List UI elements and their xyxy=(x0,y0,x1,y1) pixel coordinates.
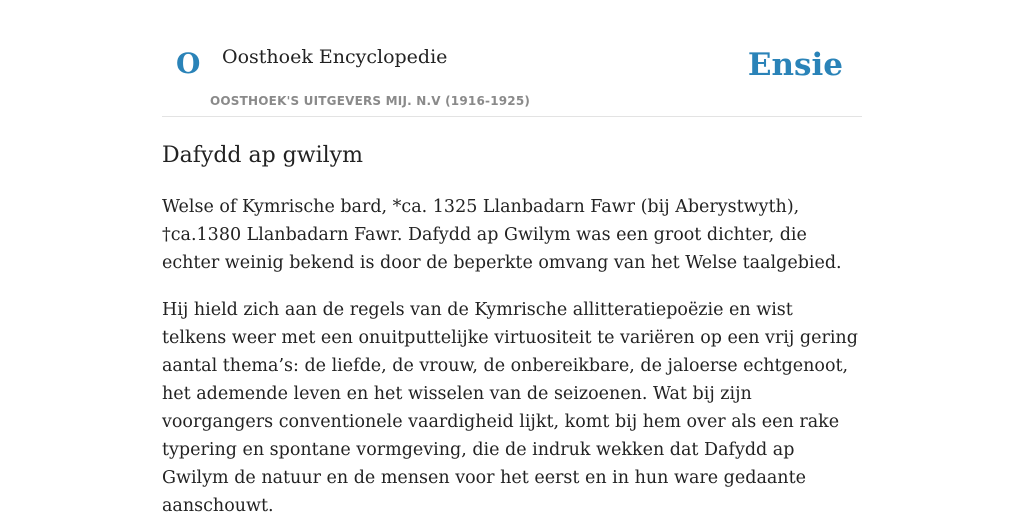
ensie-brand-logo[interactable]: Ensie xyxy=(747,47,843,83)
page-container xyxy=(162,0,862,520)
header xyxy=(162,0,862,117)
article-paragraph: Welse of Kymrische bard, *ca. 1325 Llanbadarn Fawr (bij Aberystwyth), †ca.1380 Llanbadarn Fawr. Dafydd ap Gwilym was een groot dichter, die echter weinig bekend is door de beperkte omvang van het Welse taalgebied. xyxy=(162,197,842,274)
publisher-subtitle: OOSTHOEK'S UITGEVERS MIJ. N.V (1916-1925) xyxy=(210,94,531,108)
encyclopedia-logo-icon[interactable]: O xyxy=(176,47,201,80)
encyclopedia-title-link[interactable]: Oosthoek Encyclopedie xyxy=(222,46,448,68)
article-title: Dafydd ap gwilym xyxy=(162,143,363,168)
article-paragraph: Hij hield zich aan de regels van de Kymrische allitteratiepoëzie en wist telkens weer met een onuitputtelijke virtuositeit te variëren op een vrij gering aantal thema’s: de liefde, de vrouw, de onbereikbare, de jaloerse echtgenoot, het ademende leven en het wisselen van de seizoenen. Wat bij zijn voorgangers conventionele vaardigheid lijkt, komt bij hem over als een rake typering en spontane vormgeving, die de indruk wekken dat Dafydd ap Gwilym de natuur en de mensen voor het eerst en in hun ware gedaante aanschouwt. xyxy=(162,300,858,517)
